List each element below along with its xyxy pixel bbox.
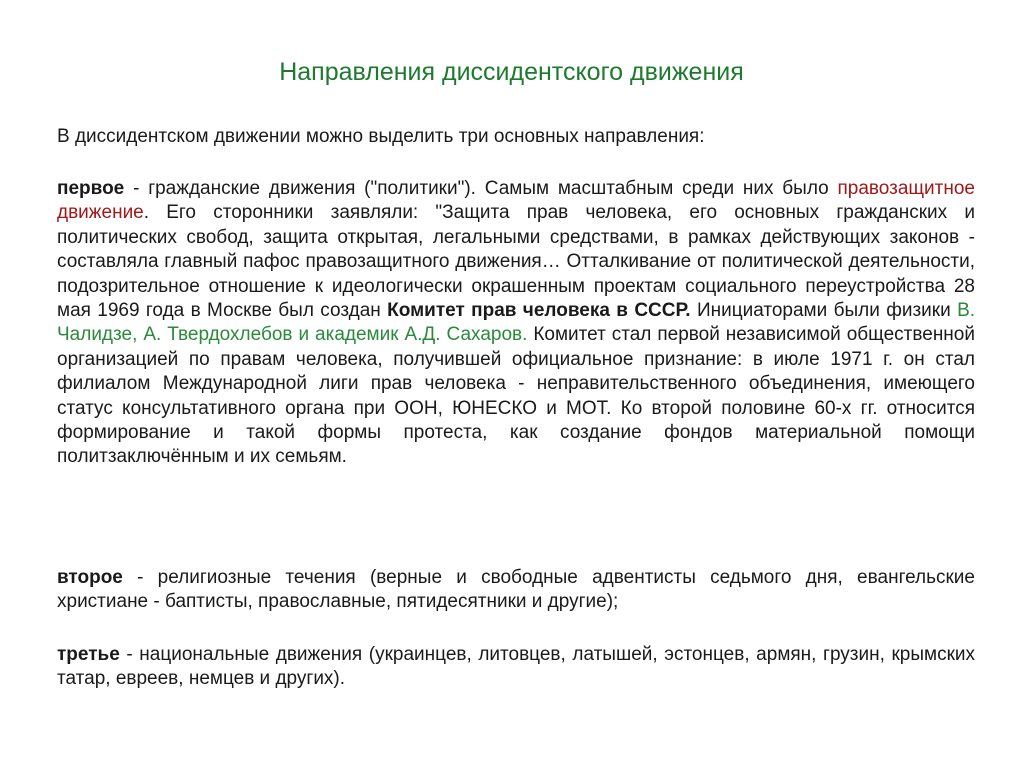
- human-rights-movement-link[interactable]: правозащитное движение: [57, 178, 975, 224]
- second-direction-paragraph: [57, 566, 975, 615]
- second-term: второе: [57, 567, 123, 588]
- third-term: третье: [57, 644, 120, 665]
- committee-name: Комитет прав человека в СССР.: [387, 300, 691, 322]
- third-text: - национальные движения (украинцев, литовцев, латышей, эстонцев, армян, грузин, крымских татар, евреев, немцев и других).: [57, 644, 975, 690]
- first-text-4: Комитет стал первой независимой общественной организацией по правам человека, получившей официальное признание: в июле 1971 г. он стал филиалом Международной лиги прав человека - неправительственного объединения, имеющего статус консультативного органа при ООН, ЮНЕСКО и МОТ. Ко второй половине 60-х гг. относится формирование и такой формы протеста, как создание фондов материальной помощи политзаключённым и их семьям.: [57, 324, 975, 468]
- third-direction-paragraph: [57, 643, 975, 692]
- founders-link[interactable]: В. Чалидзе, А. Твердохлебов и академик А.Д. Сахаров.: [57, 300, 976, 346]
- first-text-2: . Его сторонники заявляли: "Защита прав человека, его основных гражданских и политических свобод, защита открытая, легальными средствами, в рамках действующих законов - составляла главный пафос правозащитного движения… Отталкивание от политической деятельности, подозрительное отношение к идеологически окрашенным проектам социального переустройства 28 мая 1969 года в Москве был создан: [57, 202, 975, 322]
- first-text-1: - гражданские движения ("политики"). Самым масштабным среди них было: [124, 178, 838, 199]
- second-text: - религиозные течения (верные и свободные адвентисты седьмого дня, евангельские христиане - баптисты, православные, пятидесятники и другие);: [57, 567, 975, 613]
- first-term: первое: [57, 178, 125, 199]
- slide-title: Направления диссидентского движения: [279, 58, 744, 86]
- intro-text: В диссидентском движении можно выделить три основных направления:: [57, 126, 705, 147]
- first-text-3: Инициаторами были физики: [690, 300, 958, 322]
- first-direction-paragraph: [57, 177, 975, 470]
